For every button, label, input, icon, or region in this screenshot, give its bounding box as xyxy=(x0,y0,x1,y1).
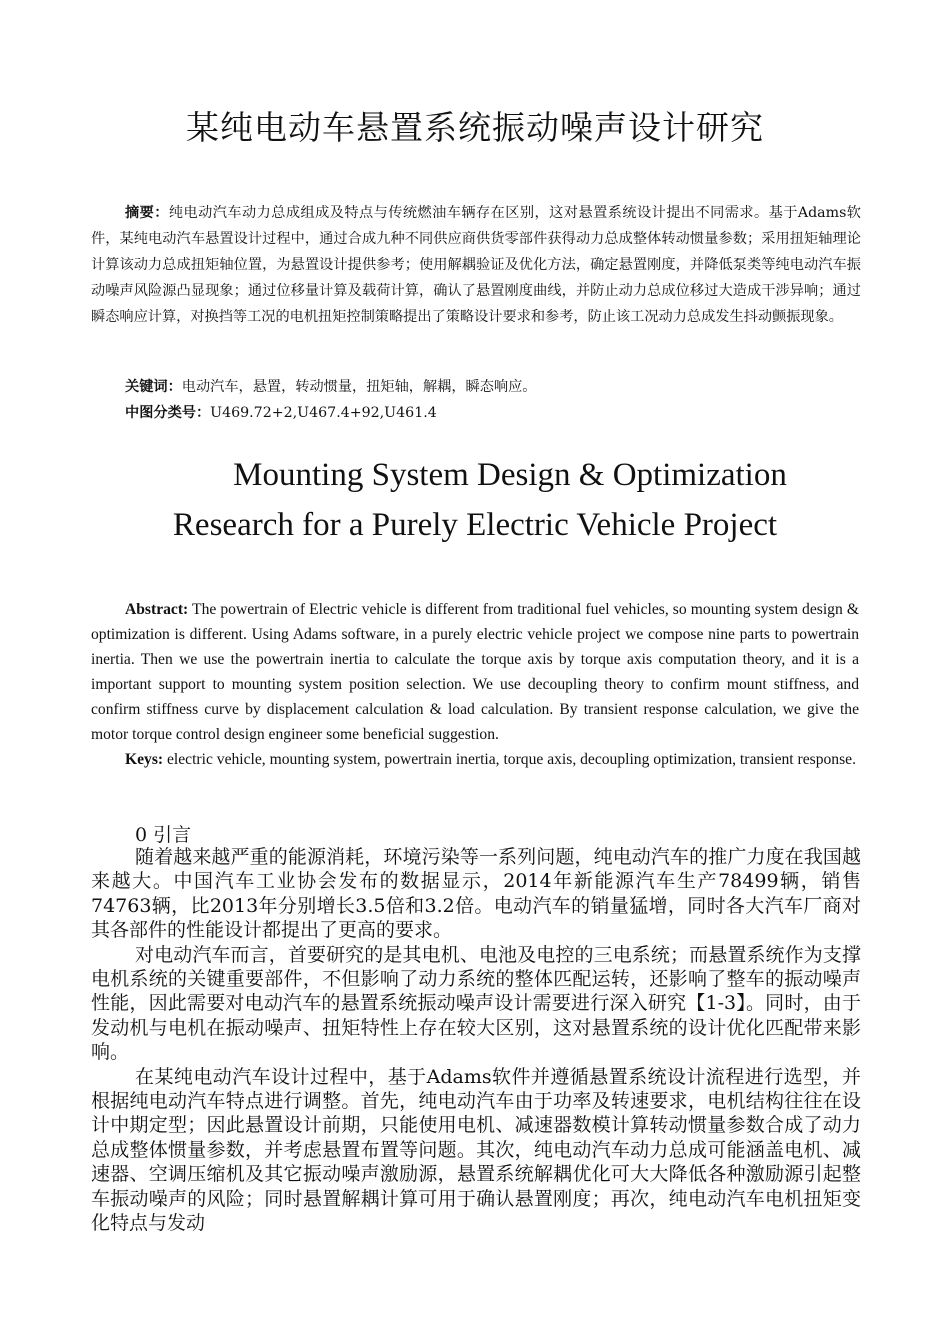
body-paragraph: 随着越来越严重的能源消耗，环境污染等一系列问题，纯电动汽车的推广力度在我国越来越大。中国汽车工业协会发布的数据显示，2014年新能源汽车生产78499辆，销售74763辆，比2013年分别增长3.5倍和3.2倍。电动汽车的销量猛增，同时各大汽车厂商对其各部件的性能设计都提出了更高的要求。 xyxy=(91,846,861,942)
english-abstract-text: The powertrain of Electric vehicle is different from traditional fuel vehicles, so mounting system design & optimization is different. Using Adams software, in a purely electric vehicle project we compose nine parts to powertrain inertia. Then we use the powertrain inertia to calculate the torque axis by torque axis computation theory, and it is a important support to mounting system position selection. We use decoupling theory to confirm mount stiffness, and confirm stiffness curve by displacement calculation & load calculation. By transient response calculation, we give the motor torque control design engineer some beneficial suggestion. xyxy=(91,601,859,743)
chinese-classification-label: 中图分类号： xyxy=(125,405,211,421)
chinese-title: 某纯电动车悬置系统振动噪声设计研究 xyxy=(186,108,764,147)
english-title-line2: Research for a Purely Electric Vehicle Project xyxy=(172,507,778,543)
english-keys-label: Keys: xyxy=(125,751,164,768)
chinese-keywords-text: 电动汽车，悬置，转动惯量，扭矩轴，解耦，瞬态响应。 xyxy=(181,379,537,395)
chinese-abstract-label: 摘要： xyxy=(125,205,169,221)
english-abstract xyxy=(91,597,859,747)
chinese-classification-text: U469.72+2,U467.4+92,U461.4 xyxy=(210,405,437,421)
english-abstract-block xyxy=(91,597,859,772)
body-paragraph: 在某纯电动汽车设计过程中，基于Adams软件并遵循悬置系统设计流程进行选型，并根据纯电动汽车特点进行调整。首先，纯电动汽车由于功率及转速要求，电机结构往往在设计中期定型；因此悬置设计前期，只能使用电机、减速器数模计算转动惯量参数合成了动力总成整体惯量参数，并考虑悬置布置等问题。其次，纯电动汽车动力总成可能涵盖电机、减速器、空调压缩机及其它振动噪声激励源，悬置系统解耦优化可大大降低各种激励源引起整车振动噪声的风险；同时悬置解耦计算可用于确认悬置刚度；再次，纯电动汽车电机扭矩变化特点与发动 xyxy=(91,1065,861,1235)
chinese-abstract xyxy=(91,200,861,330)
body-paragraph: 对电动汽车而言，首要研究的是其电机、电池及电控的三电系统；而悬置系统作为支撑电机系统的关键重要部件，不但影响了动力系统的整体匹配运转，还影响了整车的振动噪声性能，因此需要对电动汽车的悬置系统振动噪声设计需要进行深入研究【1-3】。同时，由于发动机与电机在振动噪声、扭矩特性上存在较大区别，这对悬置系统的设计优化匹配带来影响。 xyxy=(91,943,861,1064)
english-keys xyxy=(91,747,859,772)
chinese-keywords-label: 关键词： xyxy=(125,379,182,395)
english-abstract-label: Abstract: xyxy=(125,601,189,618)
chinese-keywords-block xyxy=(125,374,865,426)
english-title xyxy=(0,450,950,550)
english-keys-text: electric vehicle, mounting system, powertrain inertia, torque axis, decoupling optimization, transient response. xyxy=(163,751,856,768)
chinese-classification xyxy=(125,400,865,426)
chinese-keywords xyxy=(125,374,865,400)
introduction-body xyxy=(91,845,861,1236)
section-heading-introduction: 0 引言 xyxy=(135,824,192,846)
english-title-line1: Mounting System Design & Optimization xyxy=(233,457,787,493)
chinese-abstract-text: 纯电动汽车动力总成组成及特点与传统燃油车辆存在区别，这对悬置系统设计提出不同需求。基于Adams软件，某纯电动汽车悬置设计过程中，通过合成九种不同供应商供货零部件获得动力总成整体转动惯量参数；采用扭矩轴理论计算该动力总成扭矩轴位置，为悬置设计提供参考；使用解耦验证及优化方法，确定悬置刚度，并降低泵类等纯电动汽车振动噪声风险源凸显现象；通过位移量计算及载荷计算，确认了悬置刚度曲线，并防止动力总成位移过大造成干涉异响；通过瞬态响应计算，对换挡等工况的电机扭矩控制策略提出了策略设计要求和参考，防止该工况动力总成发生抖动颤振现象。 xyxy=(91,205,861,325)
